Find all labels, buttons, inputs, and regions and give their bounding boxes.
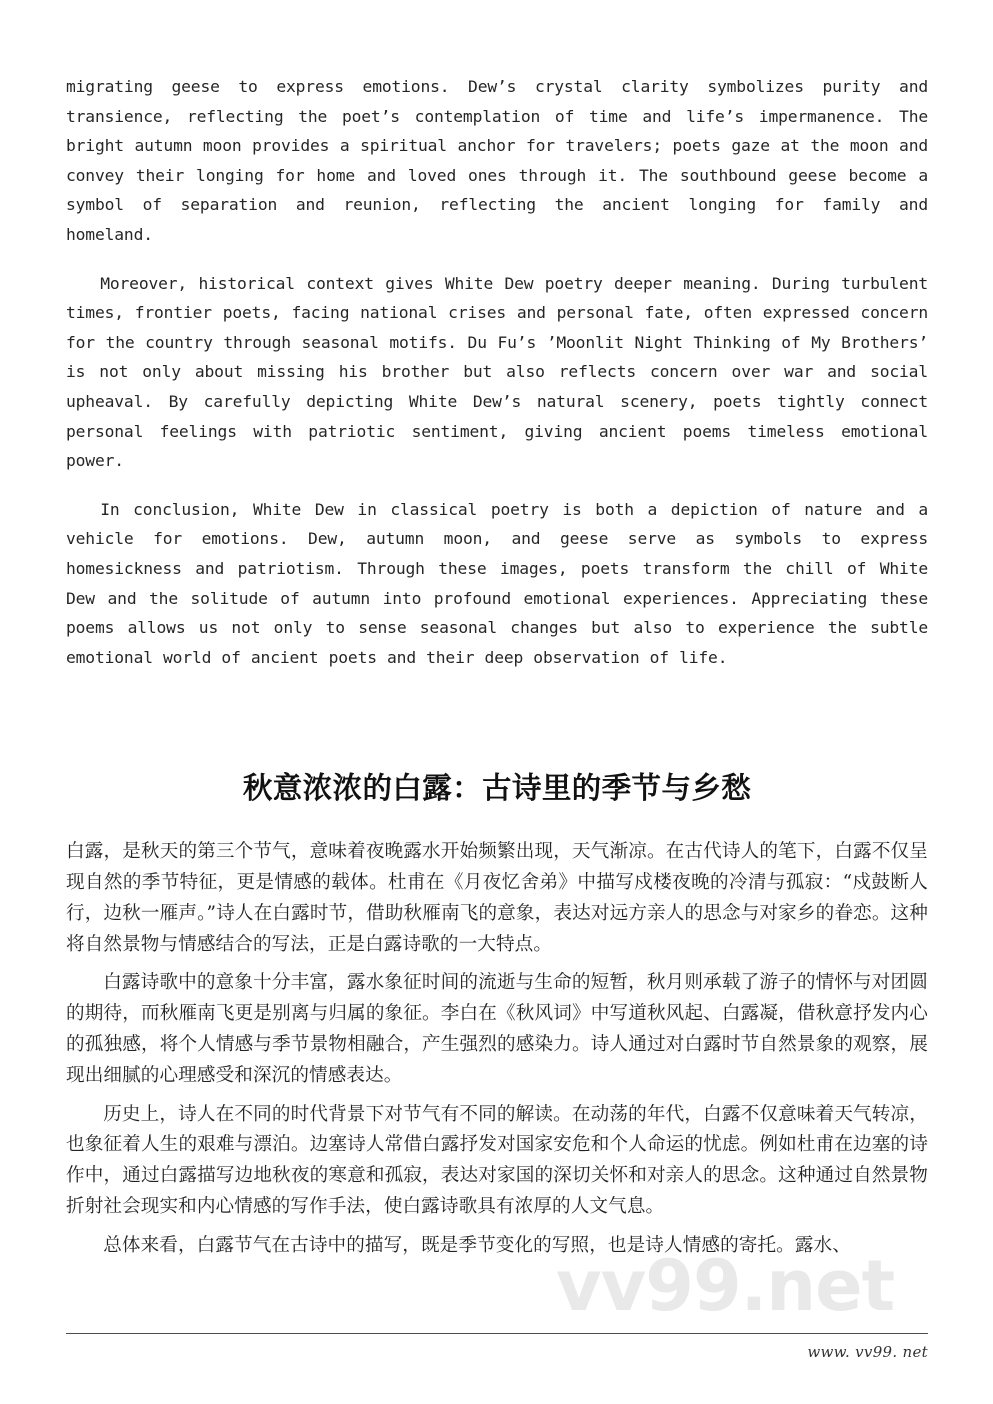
chinese-paragraph-2: 白露诗歌中的意象十分丰富，露水象征时间的流逝与生命的短暂，秋月则承载了游子的情怀与对团圆的期待，而秋雁南飞更是别离与归属的象征。李白在《秋风词》中写道秋风起、白露凝，借秋意抒发内心的孤独感，将个人情感与季节景物相融合，产生强烈的感染力。诗人通过对白露时节自然景象的观察，展现出细腻的心理感受和深沉的情感表达。 — [66, 972, 928, 1086]
english-paragraph-1: migrating geese to express emotions. Dew’s crystal clarity symbolizes purity and transience, reflecting the poet’s contemplation of time and life’s impermanence. The bright autumn moon provides a spiritual anchor for travelers; poets gaze at the moon and convey their longing for home and loved ones through it. The southbound geese become a symbol of separation and reunion, reflecting the ancient longing for family and homeland. — [66, 77, 928, 244]
article-separator-space — [66, 672, 928, 768]
english-paragraph-2: Moreover, historical context gives White Dew poetry deeper meaning. During turbulent times, frontier poets, facing national crises and personal fate, often expressed concern for the country through seasonal motifs. Du Fu’s ’Moonlit Night Thinking of My Brothers’ is not only about missing his brother but also reflects concern over war and social upheaval. By carefully depicting White Dew’s natural scenery, poets tightly connect personal feelings with patriotic sentiment, giving ancient poems timeless emotional power. — [66, 273, 928, 471]
footer-site-url: www. vv99. net — [807, 1343, 928, 1361]
english-article — [66, 72, 928, 672]
english-paragraph-3: In conclusion, White Dew in classical poetry is both a depiction of nature and a vehicle for emotions. Dew, autumn moon, and geese serve as symbols to express homesickness and patriotism. Through these images, poets transform the chill of White Dew and the solitude of autumn into profound emotional experiences. Appreciating these poems allows us not only to sense seasonal changes but also to experience the subtle emotional world of ancient poets and their deep observation of life. — [66, 499, 928, 667]
watermark-vv99net: vv99.net — [556, 1245, 895, 1327]
footer-divider — [66, 1333, 928, 1334]
chinese-paragraph-3: 历史上，诗人在不同的时代背景下对节气有不同的解读。在动荡的年代，白露不仅意味着天气转凉，也象征着人生的艰难与漂泊。边塞诗人常借白露抒发对国家安危和个人命运的忧虑。例如杜甫在边塞的诗作中，通过白露描写边地秋夜的寒意和孤寂，表达对家国的深切关怀和对亲人的思念。这种通过自然景物折射社会现实和内心情感的写作手法，使白露诗歌具有浓厚的人文气息。 — [66, 1103, 928, 1218]
page-content — [66, 72, 928, 1262]
chinese-paragraph-1: 白露，是秋天的第三个节气，意味着夜晚露水开始频繁出现，天气渐凉。在古代诗人的笔下，白露不仅呈现自然的季节特征，更是情感的载体。杜甫在《月夜忆舍弟》中描写戍楼夜晚的冷清与孤寂：“戍鼓断人行，边秋一雁声。”诗人在白露时节，借助秋雁南飞的意象，表达对远方亲人的思念与对家乡的眷恋。这种将自然景物与情感结合的写法，正是白露诗歌的一大特点。 — [66, 841, 928, 955]
chinese-article-title: 秋意浓浓的白露：古诗里的季节与乡愁 — [242, 771, 752, 806]
chinese-paragraph-4: 总体来看，白露节气在古诗中的描写，既是季节变化的写照，也是诗人情感的寄托。露水、 — [103, 1234, 851, 1256]
chinese-article — [66, 768, 928, 1261]
